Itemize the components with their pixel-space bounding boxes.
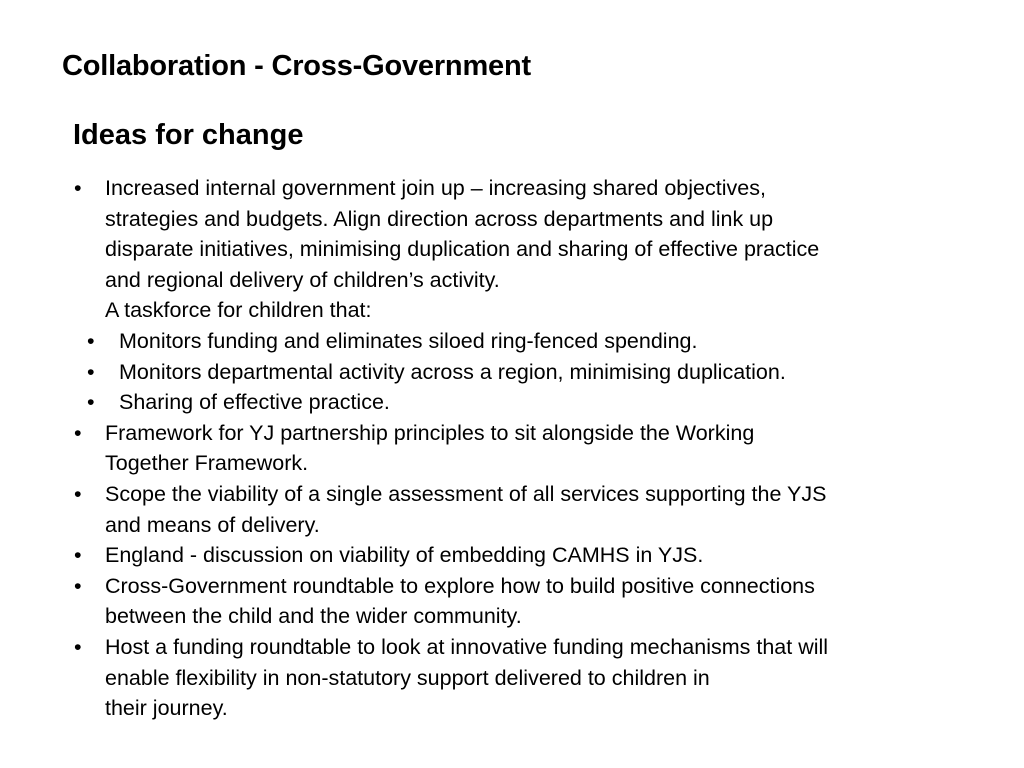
taskforce-lead-in: [73, 295, 973, 326]
bullet-icon: •: [74, 176, 82, 200]
bullet-icon: •: [74, 573, 82, 598]
slide-title: Collaboration - Cross-Government: [62, 50, 531, 82]
list-item-text: Cross-Government roundtable to explore how to build positive connections: [105, 573, 815, 598]
sub-list-item: [73, 387, 973, 418]
bullet-icon: •: [74, 420, 82, 445]
sub-list-item-text: Monitors departmental activity across a region, minimising duplication.: [119, 359, 786, 384]
list-item-text: Scope the viability of a single assessment of all services supporting the YJS: [105, 481, 827, 506]
list-item: [73, 173, 973, 295]
list-item-text: strategies and budgets. Align direction across departments and link up: [105, 206, 774, 231]
list-item-text: Host a funding roundtable to look at innovative funding mechanisms that will: [105, 634, 829, 659]
bullet-list: [73, 173, 973, 724]
list-item-text: Together Framework.: [105, 451, 309, 476]
bullet-icon: •: [74, 481, 82, 506]
bullet-icon: •: [74, 634, 82, 659]
list-item: [73, 540, 973, 571]
list-item-text: A taskforce for children that:: [105, 298, 372, 323]
bullet-icon: •: [87, 328, 95, 353]
list-item-text: Increased internal government join up – increasing shared objectives,: [105, 176, 766, 200]
list-item: [73, 479, 973, 540]
slide-subtitle: Ideas for change: [73, 119, 304, 151]
list-item-text: between the child and the wider community.: [105, 604, 522, 629]
list-item-text: Framework for YJ partnership principles to sit alongside the Working: [105, 420, 755, 445]
list-item-text: disparate initiatives, minimising duplication and sharing of effective practice: [105, 237, 820, 262]
sub-list-item: [73, 357, 973, 388]
bullet-icon: •: [87, 359, 95, 384]
sub-list-item-text: Sharing of effective practice.: [119, 390, 390, 415]
bullet-icon: •: [74, 543, 82, 568]
list-item-text: their journey.: [105, 696, 228, 721]
list-item-text: and means of delivery.: [105, 512, 320, 537]
sub-list-item: [73, 326, 973, 357]
list-item: [73, 632, 973, 724]
list-item-text: England - discussion on viability of embedding CAMHS in YJS.: [105, 543, 704, 568]
sub-list-item-text: Monitors funding and eliminates siloed ring-fenced spending.: [119, 328, 698, 353]
list-item: [73, 418, 973, 479]
list-item-text: and regional delivery of children’s activity.: [105, 267, 500, 292]
bullet-icon: •: [87, 390, 95, 415]
list-item-text: enable flexibility in non-statutory support delivered to children in: [105, 665, 710, 690]
list-item: [73, 571, 973, 632]
